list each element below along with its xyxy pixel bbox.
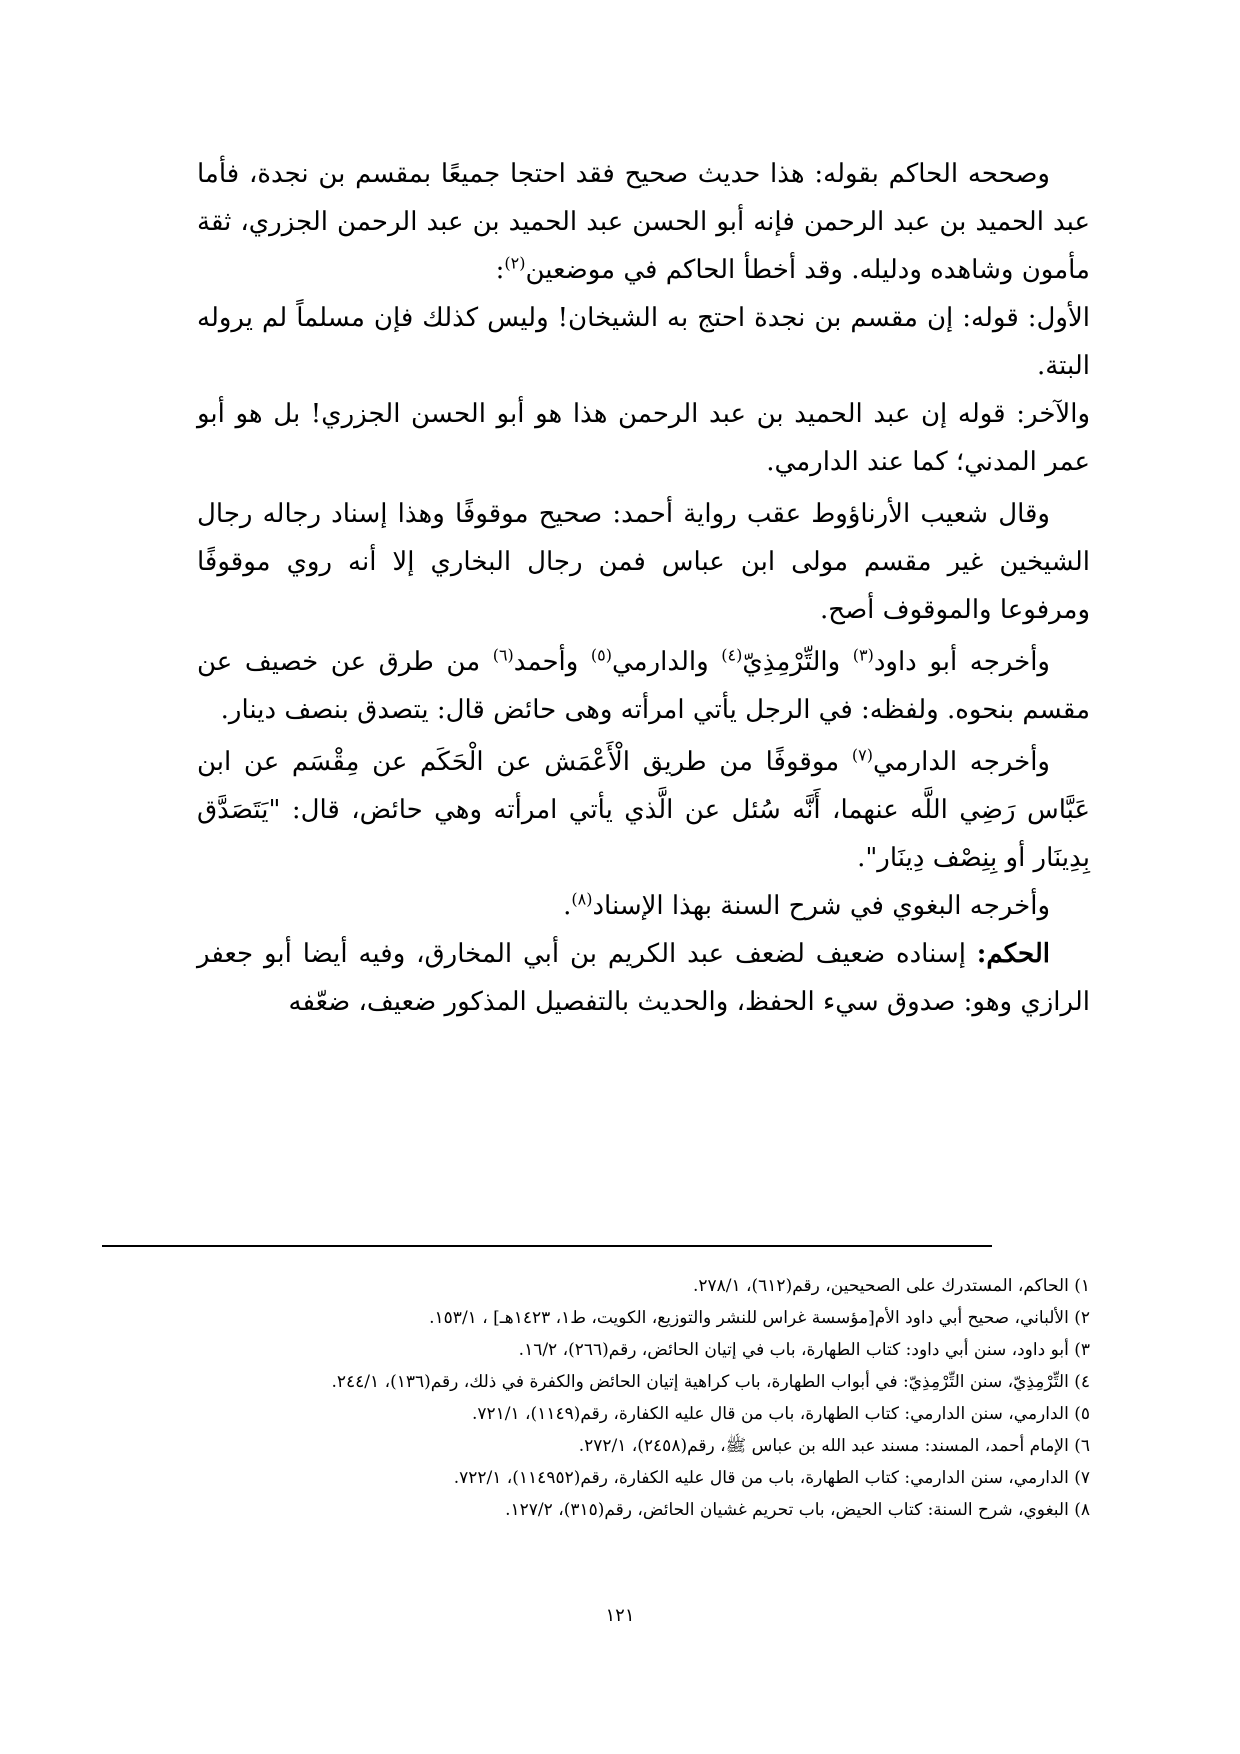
paragraph-text: وأخرجه أبو داود	[873, 647, 1050, 677]
paragraph-text: وأحمد	[513, 647, 591, 677]
footnotes-list	[197, 1270, 1090, 1526]
paragraph-hakim-authentication	[197, 150, 1090, 294]
footnote-ref-5[interactable]: (٥)	[590, 645, 612, 665]
main-text	[197, 150, 1090, 1026]
paragraph-text: موقوفًا من طريق الْأَعْمَش عن الْحَكَم عن مِقْسَم عن ابن عَبَّاس رَضِي اللَّه عنهما، أَنَّه سُئل عن الَّذي يأتي امرأته وهي حائض، قال: "يَتَصَدَّق بِدِينَار أو بِنِصْف دِينَار".	[197, 747, 1090, 873]
paragraph-ruling	[197, 930, 1090, 1026]
paragraph-text: والتِّرْمِذِيّ	[742, 647, 853, 677]
footnote-ref-8[interactable]: (٨)	[571, 889, 593, 909]
footnote-2: ٢) الألباني، صحيح أبي داود الأم[مؤسسة غراس للنشر والتوزيع، الكويت، ط١، ١٤٢٣هـ] ، ١٥٣/١.	[429, 1308, 1090, 1328]
page-number: ١٢١	[605, 1605, 635, 1626]
paragraph-text: والدارمي	[611, 647, 722, 677]
footnote-3: ٣) أبو داود، سنن أبي داود: كتاب الطهارة، باب في إتيان الحائض، رقم(٢٦٦)، ١٦/٢.	[518, 1340, 1090, 1360]
paragraph-narrations	[197, 638, 1090, 734]
paragraph-text: من طرق عن خصيف عن مقسم بنحوه. ولفظه: في الرجل يأتي امرأته وهى حائض قال: يتصدق بنصف دينار.	[197, 647, 1090, 725]
paragraph-baghawi	[197, 882, 1090, 930]
footnote-divider	[102, 1245, 992, 1247]
footnote-8: ٨) البغوي، شرح السنة: كتاب الحيض، باب تحريم غشيان الحائض، رقم(٣١٥)، ١٢٧/٢.	[505, 1500, 1090, 1520]
footnote-7: ٧) الدارمي، سنن الدارمي: كتاب الطهارة، باب من قال عليه الكفارة، رقم(١١٤٩٥٢)، ٧٢٢/١.	[453, 1468, 1090, 1488]
footnote-1: ١) الحاكم، المستدرك على الصحيحين، رقم(٦١٢)، ٢٧٨/١.	[692, 1276, 1090, 1296]
ruling-label: الحكم:	[976, 939, 1050, 969]
paragraph-punctuation: :	[495, 255, 505, 285]
paragraph-first-point: الأول: قوله: إن مقسم بن نجدة احتج به الشيخان! وليس كذلك فإن مسلماً لم يروله البتة.	[197, 303, 1090, 381]
footnote-4: ٤) التِّرْمِذِيّ، سنن التِّرْمِذِيّ: في أبواب الطهارة، باب كراهية إتيان الحائض والكفرة في ذلك، رقم(١٣٦)، ٢٤٤/١.	[331, 1372, 1090, 1392]
footnote-ref-3[interactable]: (٣)	[852, 645, 874, 665]
paragraph-text: إسناده ضعيف لضعف عبد الكريم بن أبي المخارق، وفيه أيضا أبو جعفر الرازي وهو: صدوق سيء الحفظ، والحديث بالتفصيل المذكور ضعيف، ضعّفه	[197, 939, 1090, 1017]
footnote-ref-2[interactable]: (٢)	[504, 253, 526, 273]
paragraph-punctuation: .	[563, 891, 572, 921]
paragraph-second-point: والآخر: قوله إن عبد الحميد بن عبد الرحمن هذا هو أبو الحسن الجزري! بل هو أبو عمر المدني؛ كما عند الدارمي.	[197, 399, 1090, 477]
paragraph-arnaout: وقال شعيب الأرناؤوط عقب رواية أحمد: صحيح موقوفًا وهذا إسناد رجاله رجال الشيخين غير مقسم مولى ابن عباس فمن رجال البخاري إلا أنه روي موقوفًا ومرفوعا والموقوف أصح.	[197, 499, 1090, 625]
paragraph-text: وأخرجه البغوي في شرح السنة بهذا الإسناد	[592, 891, 1050, 921]
paragraph-text: وأخرجه الدارمي	[872, 747, 1050, 777]
footnote-5: ٥) الدارمي، سنن الدارمي: كتاب الطهارة، باب من قال عليه الكفارة، رقم(١١٤٩)، ٧٢١/١.	[471, 1404, 1090, 1424]
footnote-6: ٦) الإمام أحمد، المسند: مسند عبد الله بن عباس ﷺ، رقم(٢٤٥٨)، ٢٧٢/١.	[578, 1436, 1090, 1456]
footnote-ref-4[interactable]: (٤)	[721, 645, 743, 665]
paragraph-text: وصححه الحاكم بقوله: هذا حديث صحيح فقد احتجا جميعًا بمقسم بن نجدة، فأما عبد الحميد بن عبد الرحمن فإنه أبو الحسن عبد الحميد بن عبد الرحمن الجزري، ثقة مأمون وشاهده ودليله. وقد أخطأ الحاكم في موضعين	[197, 159, 1090, 285]
footnote-ref-7[interactable]: (٧)	[851, 745, 873, 765]
paragraph-darimi-mawquf	[197, 738, 1090, 882]
footnote-ref-6[interactable]: (٦)	[492, 645, 514, 665]
